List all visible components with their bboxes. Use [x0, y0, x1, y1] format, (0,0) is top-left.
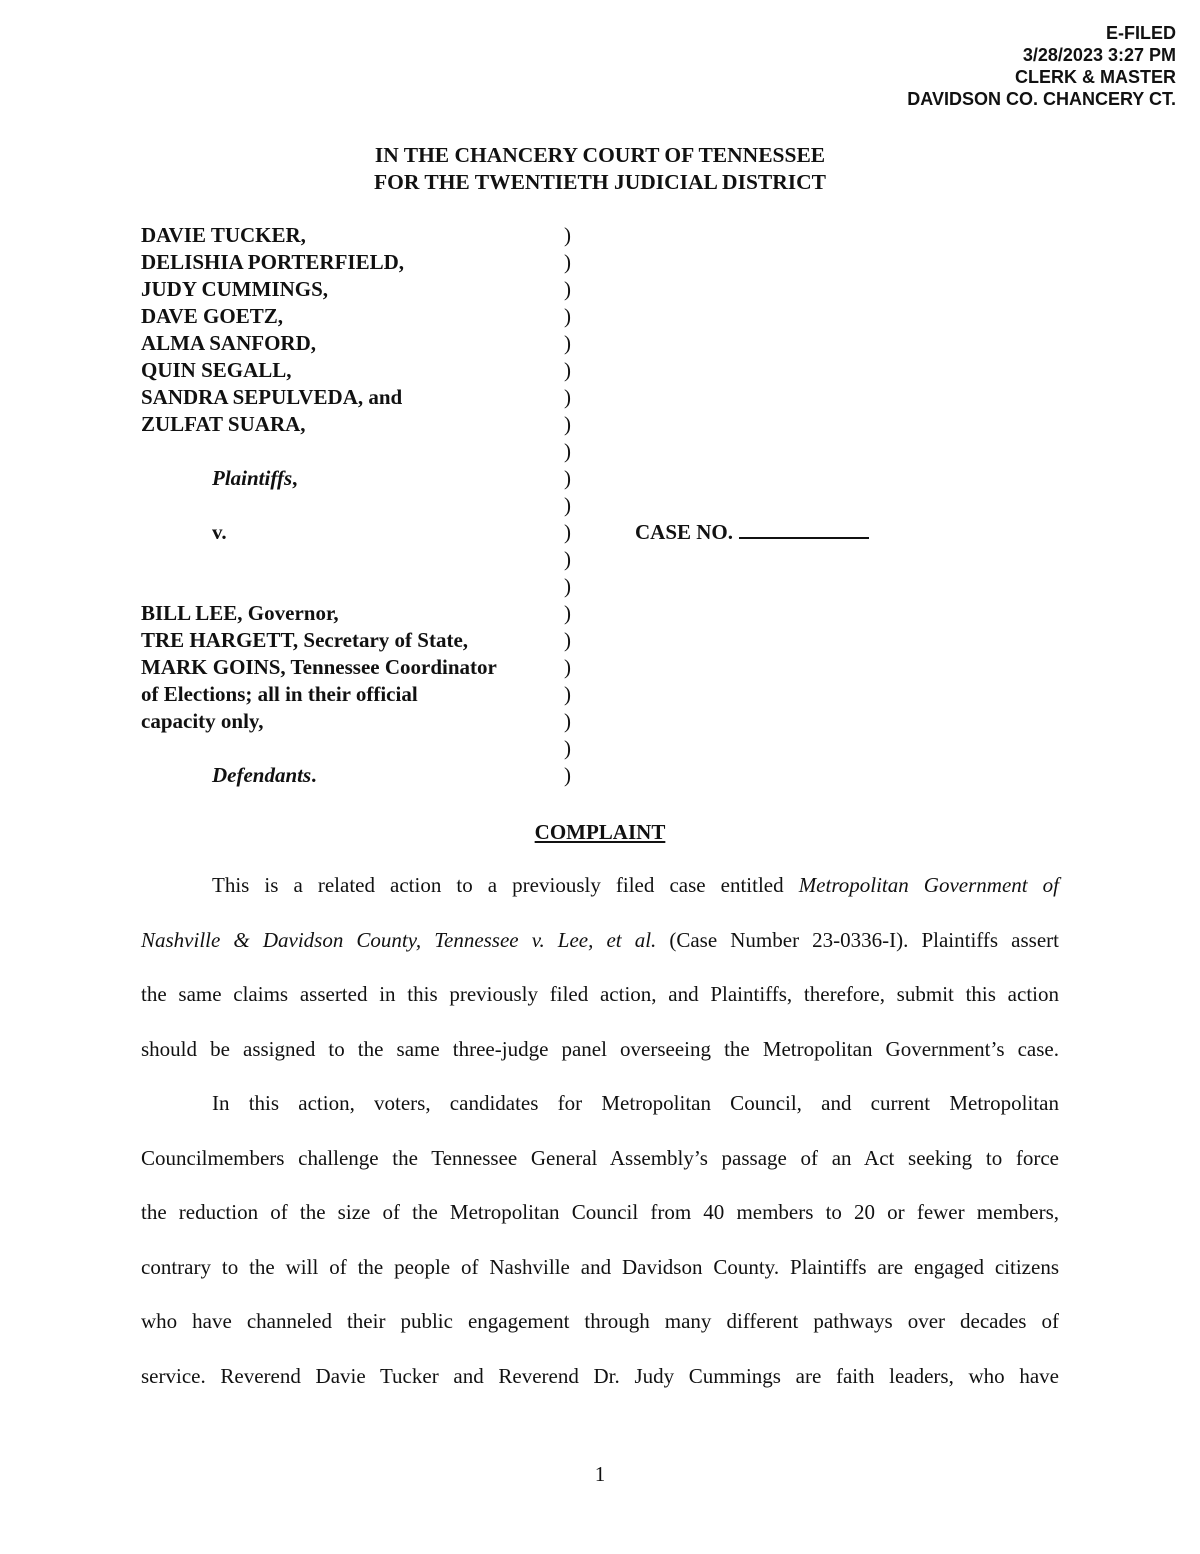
paragraph-line: [141, 1076, 1059, 1131]
paragraph-line: [141, 1294, 1059, 1349]
paragraph-line: [141, 1185, 1059, 1240]
court-header-line: FOR THE TWENTIETH JUDICIAL DISTRICT: [373, 170, 827, 194]
text-run: In this action, voters, candidates for Metropolitan Council, and current Metropolitan: [212, 1091, 1059, 1115]
caption-paren: ): [564, 709, 571, 733]
plaintiff-name: ALMA SANFORD,: [141, 331, 317, 355]
defendant-name: MARK GOINS, Tennessee Coordinator: [141, 655, 497, 679]
italic-case-citation: Nashville & Davidson County, Tennessee v. Lee, et al.: [141, 927, 657, 952]
text-run: should be assigned to the same three-judge panel overseeing the Metropolitan Government’s case.: [141, 1036, 1059, 1061]
text-run: Councilmembers challenge the Tennessee General Assembly’s passage of an Act seeking to force: [141, 1145, 1059, 1170]
paragraph-line: [141, 967, 1059, 1022]
document-title-text: COMPLAINT: [534, 820, 666, 844]
caption-paren: ): [564, 466, 571, 490]
plaintiff-name: QUIN SEGALL,: [141, 358, 292, 382]
text-run: (Case Number 23-0336-I). Plaintiffs assert: [656, 927, 1059, 952]
paragraph-line: [141, 1349, 1059, 1404]
plaintiff-name: DAVIE TUCKER,: [141, 223, 306, 247]
defendants-label: [212, 762, 316, 789]
caption-paren: ): [564, 385, 571, 409]
caption-paren: ): [564, 223, 571, 247]
caption-paren: ): [564, 763, 571, 787]
document-title: [0, 818, 1200, 846]
plaintiffs-label: [212, 465, 297, 492]
caption-paren: ): [564, 358, 571, 382]
paragraph-line: [141, 858, 1059, 913]
text-run: the reduction of the size of the Metropolitan Council from 40 members to 20 or fewer members,: [141, 1200, 1059, 1224]
caption-paren: ): [564, 439, 571, 463]
caption-paren: ): [564, 655, 571, 679]
court-header-line: IN THE CHANCERY COURT OF TENNESSEE: [374, 143, 826, 167]
italic-case-citation: Metropolitan Government of: [798, 873, 1059, 897]
defendant-name: capacity only,: [141, 709, 264, 733]
page-number: 1: [594, 1462, 606, 1486]
text-run: contrary to the will of the people of Nashville and Davidson County. Plaintiffs are engaged citizens: [141, 1254, 1059, 1279]
body-paragraph: [141, 1076, 1059, 1403]
plaintiff-name: DELISHIA PORTERFIELD,: [141, 250, 404, 274]
stamp-line: E-FILED: [1106, 23, 1176, 43]
caption-paren: ): [564, 493, 571, 517]
caption-paren: ): [564, 574, 571, 598]
caption-paren: ): [564, 601, 571, 625]
caption-paren: ): [564, 547, 571, 571]
plaintiff-name: JUDY CUMMINGS,: [141, 277, 329, 301]
caption-paren: ): [564, 736, 571, 760]
plaintiff-name: SANDRA SEPULVEDA, and: [141, 385, 403, 409]
plaintiffs-label-text: Plaintiffs: [212, 466, 293, 490]
versus-label: v.: [212, 520, 227, 544]
text-run: the same claims asserted in this previously filed action, and Plaintiffs, therefore, submit this action: [141, 982, 1059, 1006]
complaint-body: [141, 858, 1059, 1403]
case-number-blank: [739, 519, 869, 539]
paragraph-line: [141, 913, 1059, 968]
text-run: This is a related action to a previously filed case entitled: [212, 873, 799, 897]
defendants-label-suffix: .: [311, 763, 317, 787]
paragraph-line: [141, 1131, 1059, 1186]
plaintiffs-label-suffix: ,: [292, 466, 298, 490]
stamp-line: CLERK & MASTER: [1015, 67, 1176, 87]
caption-paren: ): [564, 331, 571, 355]
caption-paren: ): [564, 628, 571, 652]
plaintiff-name: DAVE GOETZ,: [141, 304, 283, 328]
stamp-line: 3/28/2023 3:27 PM: [1022, 45, 1176, 65]
court-header: [0, 142, 1200, 196]
text-run: who have channeled their public engagement through many different pathways over decades of: [141, 1309, 1059, 1333]
defendants-label-text: Defendants: [212, 763, 312, 787]
paragraph-line: [141, 1022, 1059, 1077]
defendant-name: TRE HARGETT, Secretary of State,: [141, 628, 469, 652]
e-filed-stamp: [907, 22, 1176, 110]
defendant-name: of Elections; all in their official: [141, 682, 418, 706]
caption-paren: ): [564, 250, 571, 274]
case-number-field: [635, 519, 869, 546]
body-paragraph: [141, 858, 1059, 1076]
caption-paren: ): [564, 277, 571, 301]
caption-paren: ): [564, 520, 571, 544]
caption-paren: ): [564, 304, 571, 328]
caption-paren: ): [564, 682, 571, 706]
text-run: service. Reverend Davie Tucker and Reverend Dr. Judy Cummings are faith leaders, who have: [141, 1363, 1059, 1388]
plaintiff-name: ZULFAT SUARA,: [141, 412, 306, 436]
defendant-name: BILL LEE, Governor,: [141, 601, 339, 625]
paragraph-line: [141, 1240, 1059, 1295]
caption-paren: ): [564, 412, 571, 436]
case-number-label: CASE NO.: [635, 520, 734, 544]
stamp-line: DAVIDSON CO. CHANCERY CT.: [907, 89, 1176, 109]
